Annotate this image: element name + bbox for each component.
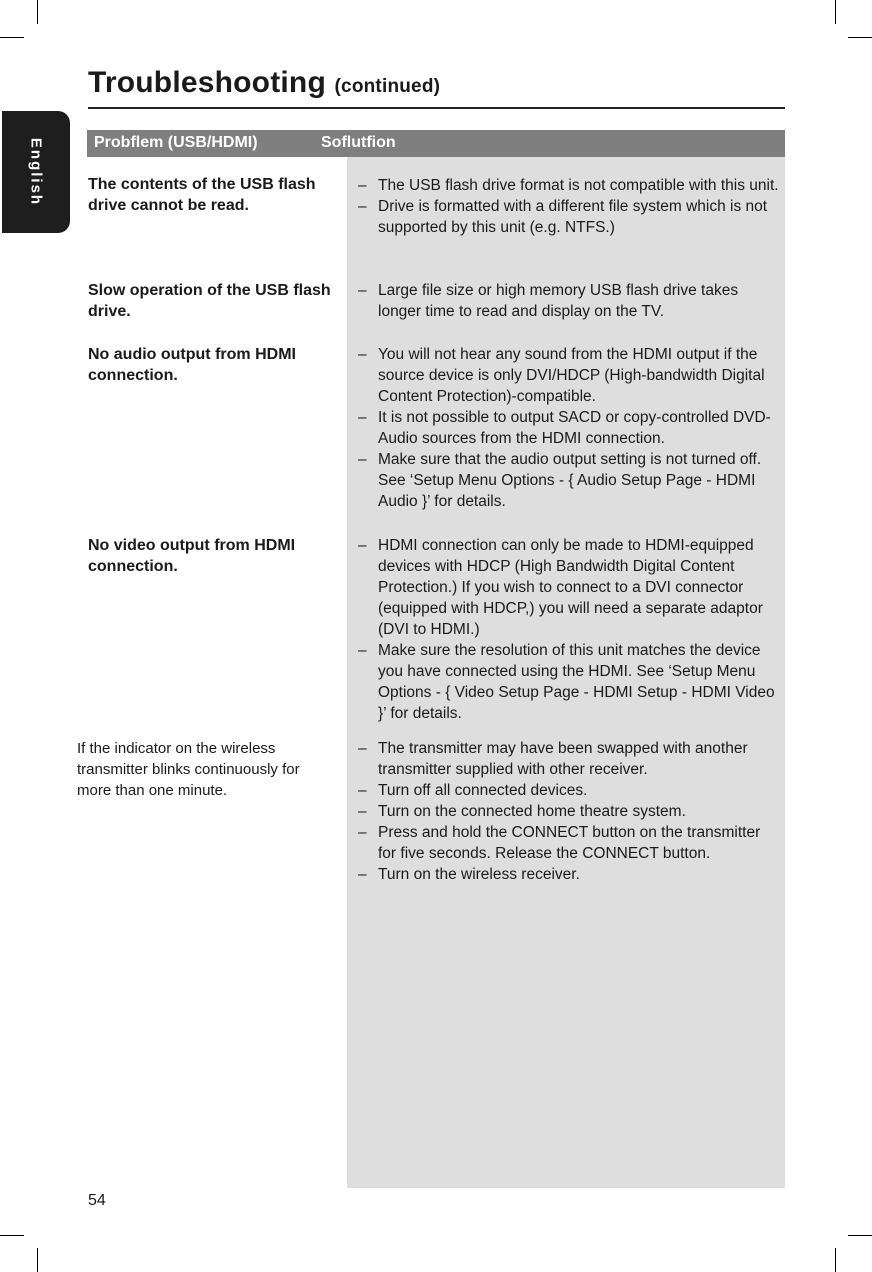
crop-mark (0, 1235, 24, 1236)
title-divider (88, 107, 785, 109)
header-solution: Soflutfion (321, 134, 396, 151)
problem-usb-unreadable: The contents of the USB flash drive cannot be read. (88, 176, 316, 214)
solutions-usb-unreadable (358, 175, 782, 238)
title-sub: (continued) (334, 76, 441, 97)
solution-item: – The USB flash drive format is not compatible with this unit. (358, 177, 779, 194)
language-tab (2, 111, 70, 233)
solution-item: – Press and hold the CONNECT button on the transmitter for five seconds. Release the CONNECT button. (358, 824, 761, 862)
page-title (88, 66, 440, 100)
table-header (87, 130, 785, 157)
solutions-usb-slow (358, 280, 782, 322)
solution-item: – HDMI connection can only be made to HDMI-equipped devices with HDCP (High Bandwidth Digital Content Protection.) If you wish to connect to a DVI connector (equipped with HDCP,) you will need a separate adaptor (DVI to HDMI.) (358, 537, 763, 638)
solution-item: – Turn on the wireless receiver. (358, 866, 580, 883)
crop-mark (0, 37, 24, 38)
crop-mark (835, 0, 836, 24)
crop-mark (37, 1248, 38, 1272)
language-label: English (27, 137, 45, 207)
header-problem: Probflem (USB/HDMI) (94, 134, 258, 151)
solution-item: – Make sure that the audio output setting is not turned off. See ‘Setup Menu Options - { Audio Setup Page - HDMI Audio }’ for details. (358, 451, 762, 510)
solution-item: – You will not hear any sound from the HDMI output if the source device is only DVI/HDCP (High-bandwidth Digital Content Protection)-compatible. (358, 346, 765, 405)
solution-item: – Turn off all connected devices. (358, 782, 588, 799)
crop-mark (848, 37, 872, 38)
solution-item: – Large file size or high memory USB flash drive takes longer time to read and display on the TV. (358, 282, 739, 320)
problem-hdmi-no-audio: No audio output from HDMI connection. (88, 346, 296, 384)
title-main: Troubleshooting (88, 66, 326, 99)
solution-item: – Turn on the connected home theatre system. (358, 803, 686, 820)
solutions-hdmi-no-audio (358, 344, 782, 512)
solutions-hdmi-no-video (358, 535, 782, 724)
solution-item: – Make sure the resolution of this unit matches the device you have connected using the HDMI. See ‘Setup Menu Options - { Video Setup Page - HDMI Setup - HDMI Video }’ for details. (358, 642, 775, 722)
solution-item: – The transmitter may have been swapped with another transmitter supplied with other receiver. (358, 740, 748, 778)
crop-mark (37, 0, 38, 24)
solutions-wireless-indicator (358, 738, 782, 885)
problem-wireless-indicator: If the indicator on the wireless transmitter blinks continuously for more than one minute. (77, 740, 300, 799)
problem-hdmi-no-video: No video output from HDMI connection. (88, 537, 296, 575)
crop-mark (848, 1235, 872, 1236)
crop-mark (835, 1248, 836, 1272)
solution-item: – It is not possible to output SACD or copy-controlled DVD-Audio sources from the HDMI connection. (358, 409, 771, 447)
solution-item: – Drive is formatted with a different file system which is not supported by this unit (e.g. NTFS.) (358, 198, 768, 236)
problem-usb-slow: Slow operation of the USB flash drive. (88, 282, 331, 320)
page-number: 54 (88, 1192, 106, 1209)
